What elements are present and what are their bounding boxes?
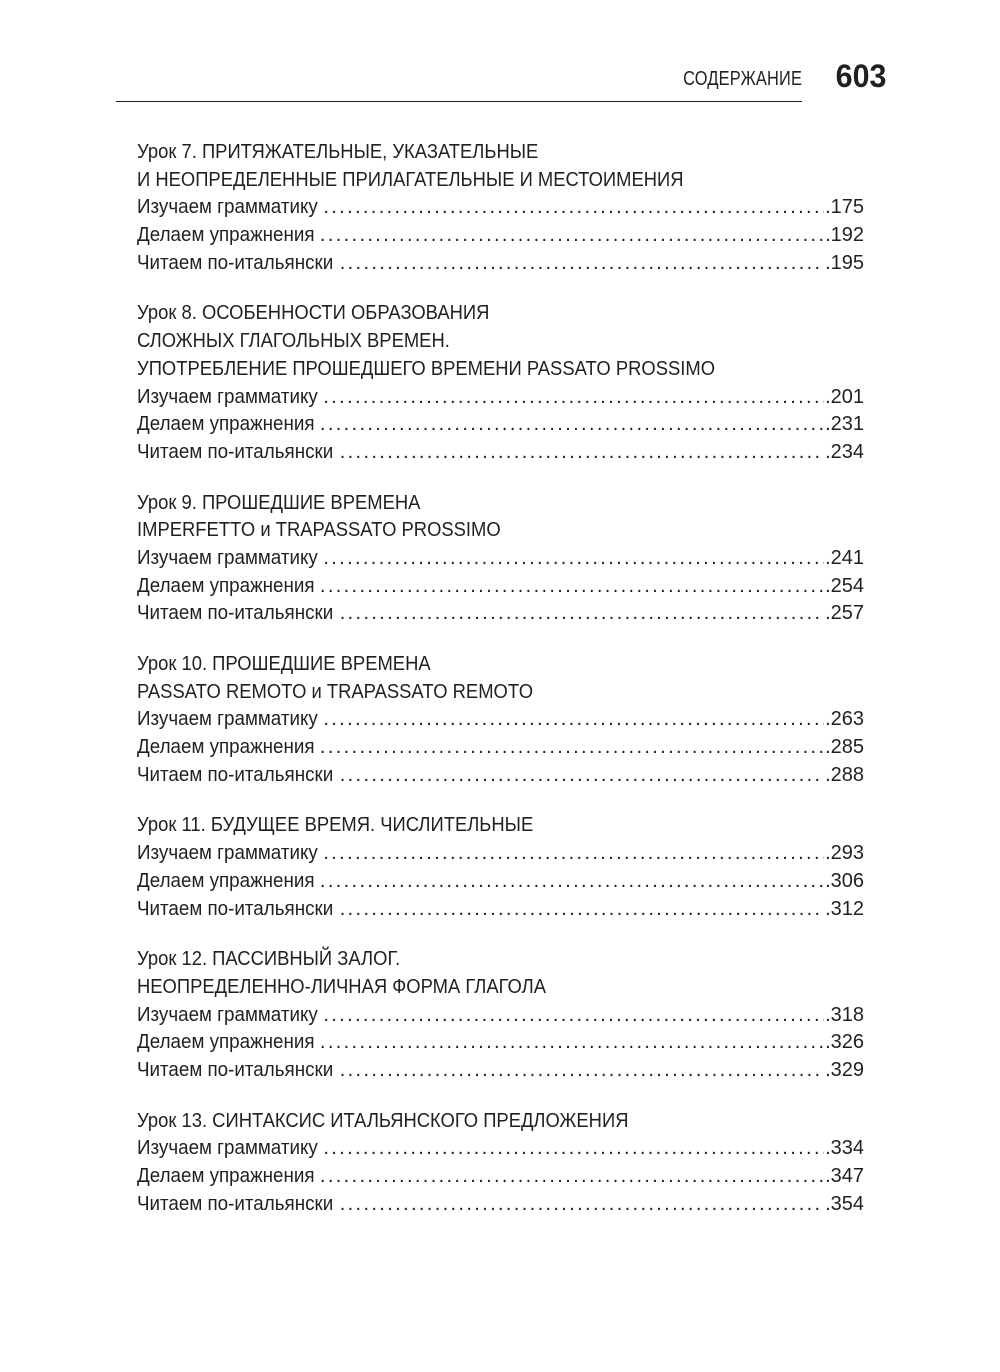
toc-entry[interactable] xyxy=(137,1029,864,1057)
toc-entry-page: .334 xyxy=(825,1137,864,1160)
lesson-title-text: Урок 11. БУДУЩЕЕ ВРЕМЯ. ЧИСЛИТЕЛЬНЫЕ xyxy=(137,814,534,837)
toc-entry-label: Делаем упражнения xyxy=(137,1031,315,1054)
lesson-title-text: Урок 8. ОСОБЕННОСТИ ОБРАЗОВАНИЯ xyxy=(137,302,490,325)
toc-entry-page: .201 xyxy=(825,385,864,408)
lesson-title-line xyxy=(137,167,864,195)
dot-leader xyxy=(340,250,824,278)
toc-entry-label: Делаем упражнения xyxy=(137,574,315,597)
toc-entry[interactable] xyxy=(137,1163,864,1191)
toc-entry-label: Делаем упражнения xyxy=(137,413,315,436)
toc-entry[interactable] xyxy=(137,600,864,628)
lesson-title-text: СЛОЖНЫХ ГЛАГОЛЬНЫХ ВРЕМЕН. xyxy=(137,330,450,353)
lesson-block xyxy=(137,651,864,789)
toc-entry[interactable] xyxy=(137,1135,864,1163)
dot-leader xyxy=(323,840,824,868)
dot-leader xyxy=(320,734,824,762)
toc-entry-page: .254 xyxy=(825,574,864,597)
dot-leader xyxy=(340,1191,824,1219)
lesson-title-text: Урок 10. ПРОШЕДШИЕ ВРЕМЕНА xyxy=(137,653,431,675)
toc-entry-label: Делаем упражнения xyxy=(137,1165,315,1187)
lesson-title-line xyxy=(137,974,864,1002)
dot-leader xyxy=(320,573,824,601)
toc-entry[interactable] xyxy=(137,439,864,467)
toc-entry[interactable] xyxy=(137,896,864,924)
lesson-title-text: УПОТРЕБЛЕНИЕ ПРОШЕДШЕГО ВРЕМЕНИ PASSATO PROSSIMO xyxy=(137,357,716,380)
toc-entry-page: .354 xyxy=(825,1192,864,1215)
lesson-title-text: НЕОПРЕДЕЛЕННО-ЛИЧНАЯ ФОРМА ГЛАГОЛА xyxy=(137,975,547,998)
toc-entry-label: Читаем по-итальянски xyxy=(137,1058,334,1081)
toc-entry-page: .326 xyxy=(825,1031,864,1054)
toc-entry-label: Читаем по-итальянски xyxy=(137,897,334,920)
toc-entry[interactable] xyxy=(137,250,864,278)
toc-entry[interactable] xyxy=(137,868,864,896)
lesson-title-line xyxy=(137,490,864,518)
lesson-title-text: Урок 9. ПРОШЕДШИЕ ВРЕМЕНА xyxy=(137,491,421,514)
toc-entry[interactable] xyxy=(137,1191,864,1219)
toc-entry-label: Делаем упражнения xyxy=(137,869,315,892)
lesson-block xyxy=(137,1108,864,1219)
lesson-title-line xyxy=(137,328,864,356)
toc-entry-page: .263 xyxy=(825,708,864,731)
lesson-title-line xyxy=(137,679,864,707)
toc-entry-page: .257 xyxy=(825,602,864,625)
toc-entry-label: Делаем упражнения xyxy=(137,224,315,247)
dot-leader xyxy=(340,762,824,790)
toc-entry[interactable] xyxy=(137,411,864,439)
toc-entry-page: .241 xyxy=(825,546,864,569)
lesson-title-line xyxy=(137,300,864,328)
toc-entry[interactable] xyxy=(137,734,864,762)
lesson-title-line xyxy=(137,946,864,974)
lesson-block xyxy=(137,490,864,628)
lesson-title-line xyxy=(137,517,864,545)
dot-leader xyxy=(320,868,824,896)
toc-entry[interactable] xyxy=(137,840,864,868)
lesson-title-text: IMPERFETTO и TRAPASSATO PROSSIMO xyxy=(137,519,501,542)
toc-entry-label: Читаем по-итальянски xyxy=(137,763,334,786)
lesson-block xyxy=(137,139,864,277)
dot-leader xyxy=(323,384,824,412)
toc-entry-page: .175 xyxy=(825,196,864,219)
toc-entry-label: Читаем по-итальянски xyxy=(137,1192,334,1215)
toc-entry[interactable] xyxy=(137,1002,864,1030)
toc-entry[interactable] xyxy=(137,545,864,573)
header-title: СОДЕРЖАНИЕ xyxy=(683,68,802,90)
running-header xyxy=(116,58,886,104)
page-number: 603 xyxy=(835,58,886,94)
toc-entry-page: .285 xyxy=(825,736,864,759)
dot-leader xyxy=(323,1002,824,1030)
toc-entry-page: .293 xyxy=(825,842,864,865)
dot-leader xyxy=(320,1029,824,1057)
toc-entry-page: .288 xyxy=(825,763,864,786)
lesson-title-line xyxy=(137,356,864,384)
toc-entry-label: Изучаем грамматику xyxy=(137,842,318,865)
dot-leader xyxy=(323,194,824,222)
toc-entry-page: .306 xyxy=(825,869,864,892)
dot-leader xyxy=(323,706,824,734)
toc-entry-label: Изучаем грамматику xyxy=(137,385,318,408)
toc-entry[interactable] xyxy=(137,1057,864,1085)
lesson-block xyxy=(137,300,864,466)
toc-entry[interactable] xyxy=(137,194,864,222)
lesson-title-text: Урок 13. СИНТАКСИС ИТАЛЬЯНСКОГО ПРЕДЛОЖЕНИЯ xyxy=(137,1109,629,1132)
dot-leader xyxy=(340,439,824,467)
toc-entry-label: Читаем по-итальянски xyxy=(137,251,334,274)
toc-entry-page: .192 xyxy=(825,224,864,247)
toc-entry[interactable] xyxy=(137,762,864,790)
toc-entry-label: Изучаем грамматику xyxy=(137,1003,318,1026)
lesson-title-text: Урок 12. ПАССИВНЫЙ ЗАЛОГ. xyxy=(137,948,401,971)
dot-leader xyxy=(320,411,824,439)
dot-leader xyxy=(340,896,824,924)
dot-leader xyxy=(340,600,824,628)
lesson-title-text: Урок 7. ПРИТЯЖАТЕЛЬНЫЕ, УКАЗАТЕЛЬНЫЕ xyxy=(137,141,539,163)
header-rule xyxy=(116,101,802,102)
toc-entry-page: .318 xyxy=(825,1003,864,1026)
toc-entry-page: .312 xyxy=(825,897,864,920)
toc-entry-label: Делаем упражнения xyxy=(137,736,315,759)
dot-leader xyxy=(320,1163,824,1191)
toc-entry[interactable] xyxy=(137,573,864,601)
toc-entry-label: Читаем по-итальянски xyxy=(137,440,334,463)
toc-entry[interactable] xyxy=(137,222,864,250)
lesson-title-line xyxy=(137,139,864,167)
toc-entry-page: .347 xyxy=(825,1165,864,1187)
toc-entry-page: .195 xyxy=(825,251,864,274)
dot-leader xyxy=(340,1057,824,1085)
toc-entry-page: .329 xyxy=(825,1058,864,1081)
lesson-block xyxy=(137,946,864,1084)
lesson-title-line xyxy=(137,1108,864,1136)
lesson-block xyxy=(137,812,864,923)
lesson-title-line xyxy=(137,812,864,840)
dot-leader xyxy=(320,222,824,250)
toc-entry-label: Изучаем грамматику xyxy=(137,196,318,219)
lesson-title-line xyxy=(137,651,864,679)
toc-entry-label: Читаем по-итальянски xyxy=(137,602,334,625)
dot-leader xyxy=(323,1135,824,1163)
toc-entry-label: Изучаем грамматику xyxy=(137,1137,318,1160)
lesson-title-text: И НЕОПРЕДЕЛЕННЫЕ ПРИЛАГАТЕЛЬНЫЕ И МЕСТОИМЕНИЯ xyxy=(137,168,684,191)
toc-entry[interactable] xyxy=(137,706,864,734)
toc-entry-label: Изучаем грамматику xyxy=(137,546,318,569)
table-of-contents xyxy=(137,139,864,1241)
toc-entry-page: .234 xyxy=(825,440,864,463)
toc-entry[interactable] xyxy=(137,384,864,412)
dot-leader xyxy=(323,545,824,573)
lesson-title-text: PASSATO REMOTO и TRAPASSATO REMOTO xyxy=(137,680,534,703)
toc-entry-label: Изучаем грамматику xyxy=(137,708,318,731)
toc-entry-page: .231 xyxy=(825,413,864,436)
